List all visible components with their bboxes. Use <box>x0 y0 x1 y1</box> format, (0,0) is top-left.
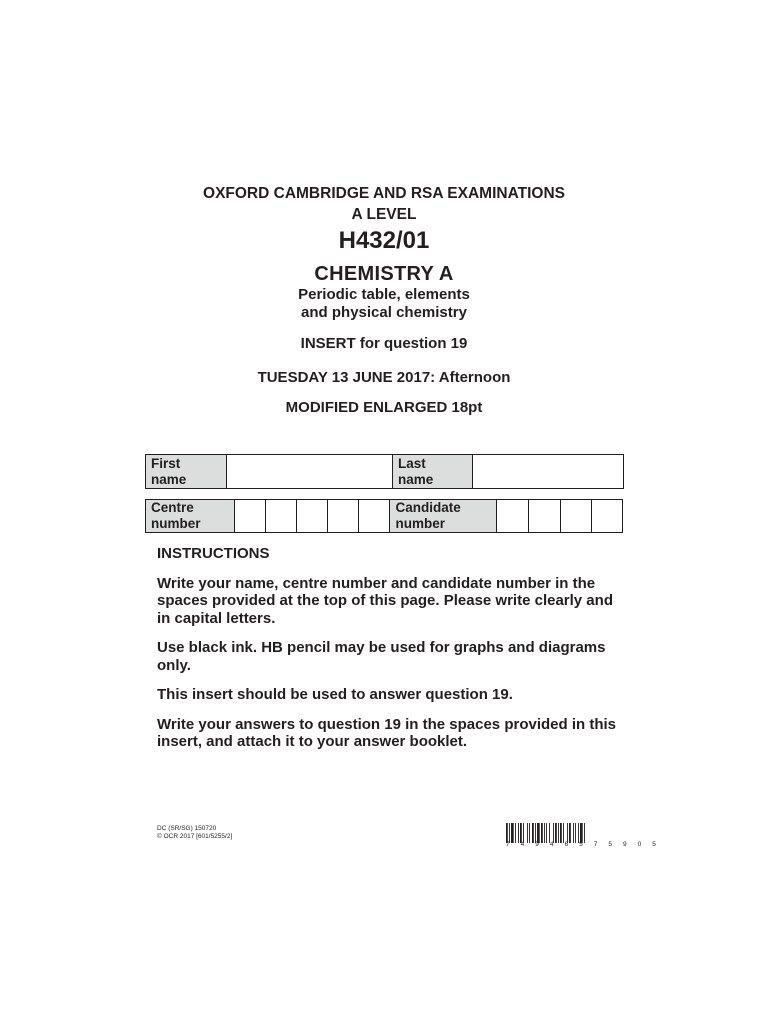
first-name-field[interactable] <box>227 455 393 489</box>
instructions-section <box>157 545 627 763</box>
insert-label: INSERT for question 19 <box>300 335 468 352</box>
instruction-paragraph: Write your name, centre number and candidate number in the spaces provided at the top of this page. Please write clearly and in capital letters. <box>157 574 613 627</box>
instructions-heading: INSTRUCTIONS <box>157 545 270 562</box>
centre-number-digit-box[interactable] <box>359 500 390 533</box>
candidate-number-digit-box[interactable] <box>560 500 591 533</box>
candidate-number-digit-box[interactable] <box>591 500 622 533</box>
exam-date: TUESDAY 13 JUNE 2017: Afternoon <box>257 369 511 386</box>
first-name-label: First name <box>146 455 227 489</box>
candidate-name-fields <box>145 454 624 489</box>
candidate-number-label: Candidate number <box>390 500 496 533</box>
barcode-digits: 7 4 9 4 6 5 7 5 9 0 5 <box>506 841 661 848</box>
candidate-number-digit-box[interactable] <box>496 500 528 533</box>
last-name-label: Last name <box>393 455 473 489</box>
centre-number-digit-box[interactable] <box>297 500 328 533</box>
instruction-paragraph: This insert should be used to answer question 19. <box>157 686 513 703</box>
subject-title: CHEMISTRY A <box>314 263 454 285</box>
last-name-field[interactable] <box>473 455 624 489</box>
centre-number-label: Centre number <box>146 500 235 533</box>
component-title-line1: Periodic table, elements <box>298 286 470 303</box>
component-title-line2: and physical chemistry <box>301 304 467 321</box>
exam-board: OXFORD CAMBRIDGE AND RSA EXAMINATIONS <box>203 185 565 202</box>
instruction-paragraph: Write your answers to question 19 in the spaces provided in this insert, and attach it to your answer booklet. <box>157 715 616 750</box>
qualification-level: A LEVEL <box>351 206 417 223</box>
centre-number-digit-box[interactable] <box>235 500 266 533</box>
paper-code: H432/01 <box>338 227 430 254</box>
candidate-number-fields <box>145 499 623 533</box>
centre-number-digit-box[interactable] <box>266 500 297 533</box>
footer-code-line: DC (SR/SG) 150720 <box>157 825 217 832</box>
copyright-line: © OCR 2017 [601/5255/2] <box>157 833 233 840</box>
instruction-paragraph: Use black ink. HB pencil may be used for graphs and diagrams only. <box>157 639 606 674</box>
centre-number-digit-box[interactable] <box>328 500 359 533</box>
candidate-number-digit-box[interactable] <box>528 500 560 533</box>
footer-reference <box>157 825 232 841</box>
modified-format: MODIFIED ENLARGED 18pt <box>285 399 483 416</box>
